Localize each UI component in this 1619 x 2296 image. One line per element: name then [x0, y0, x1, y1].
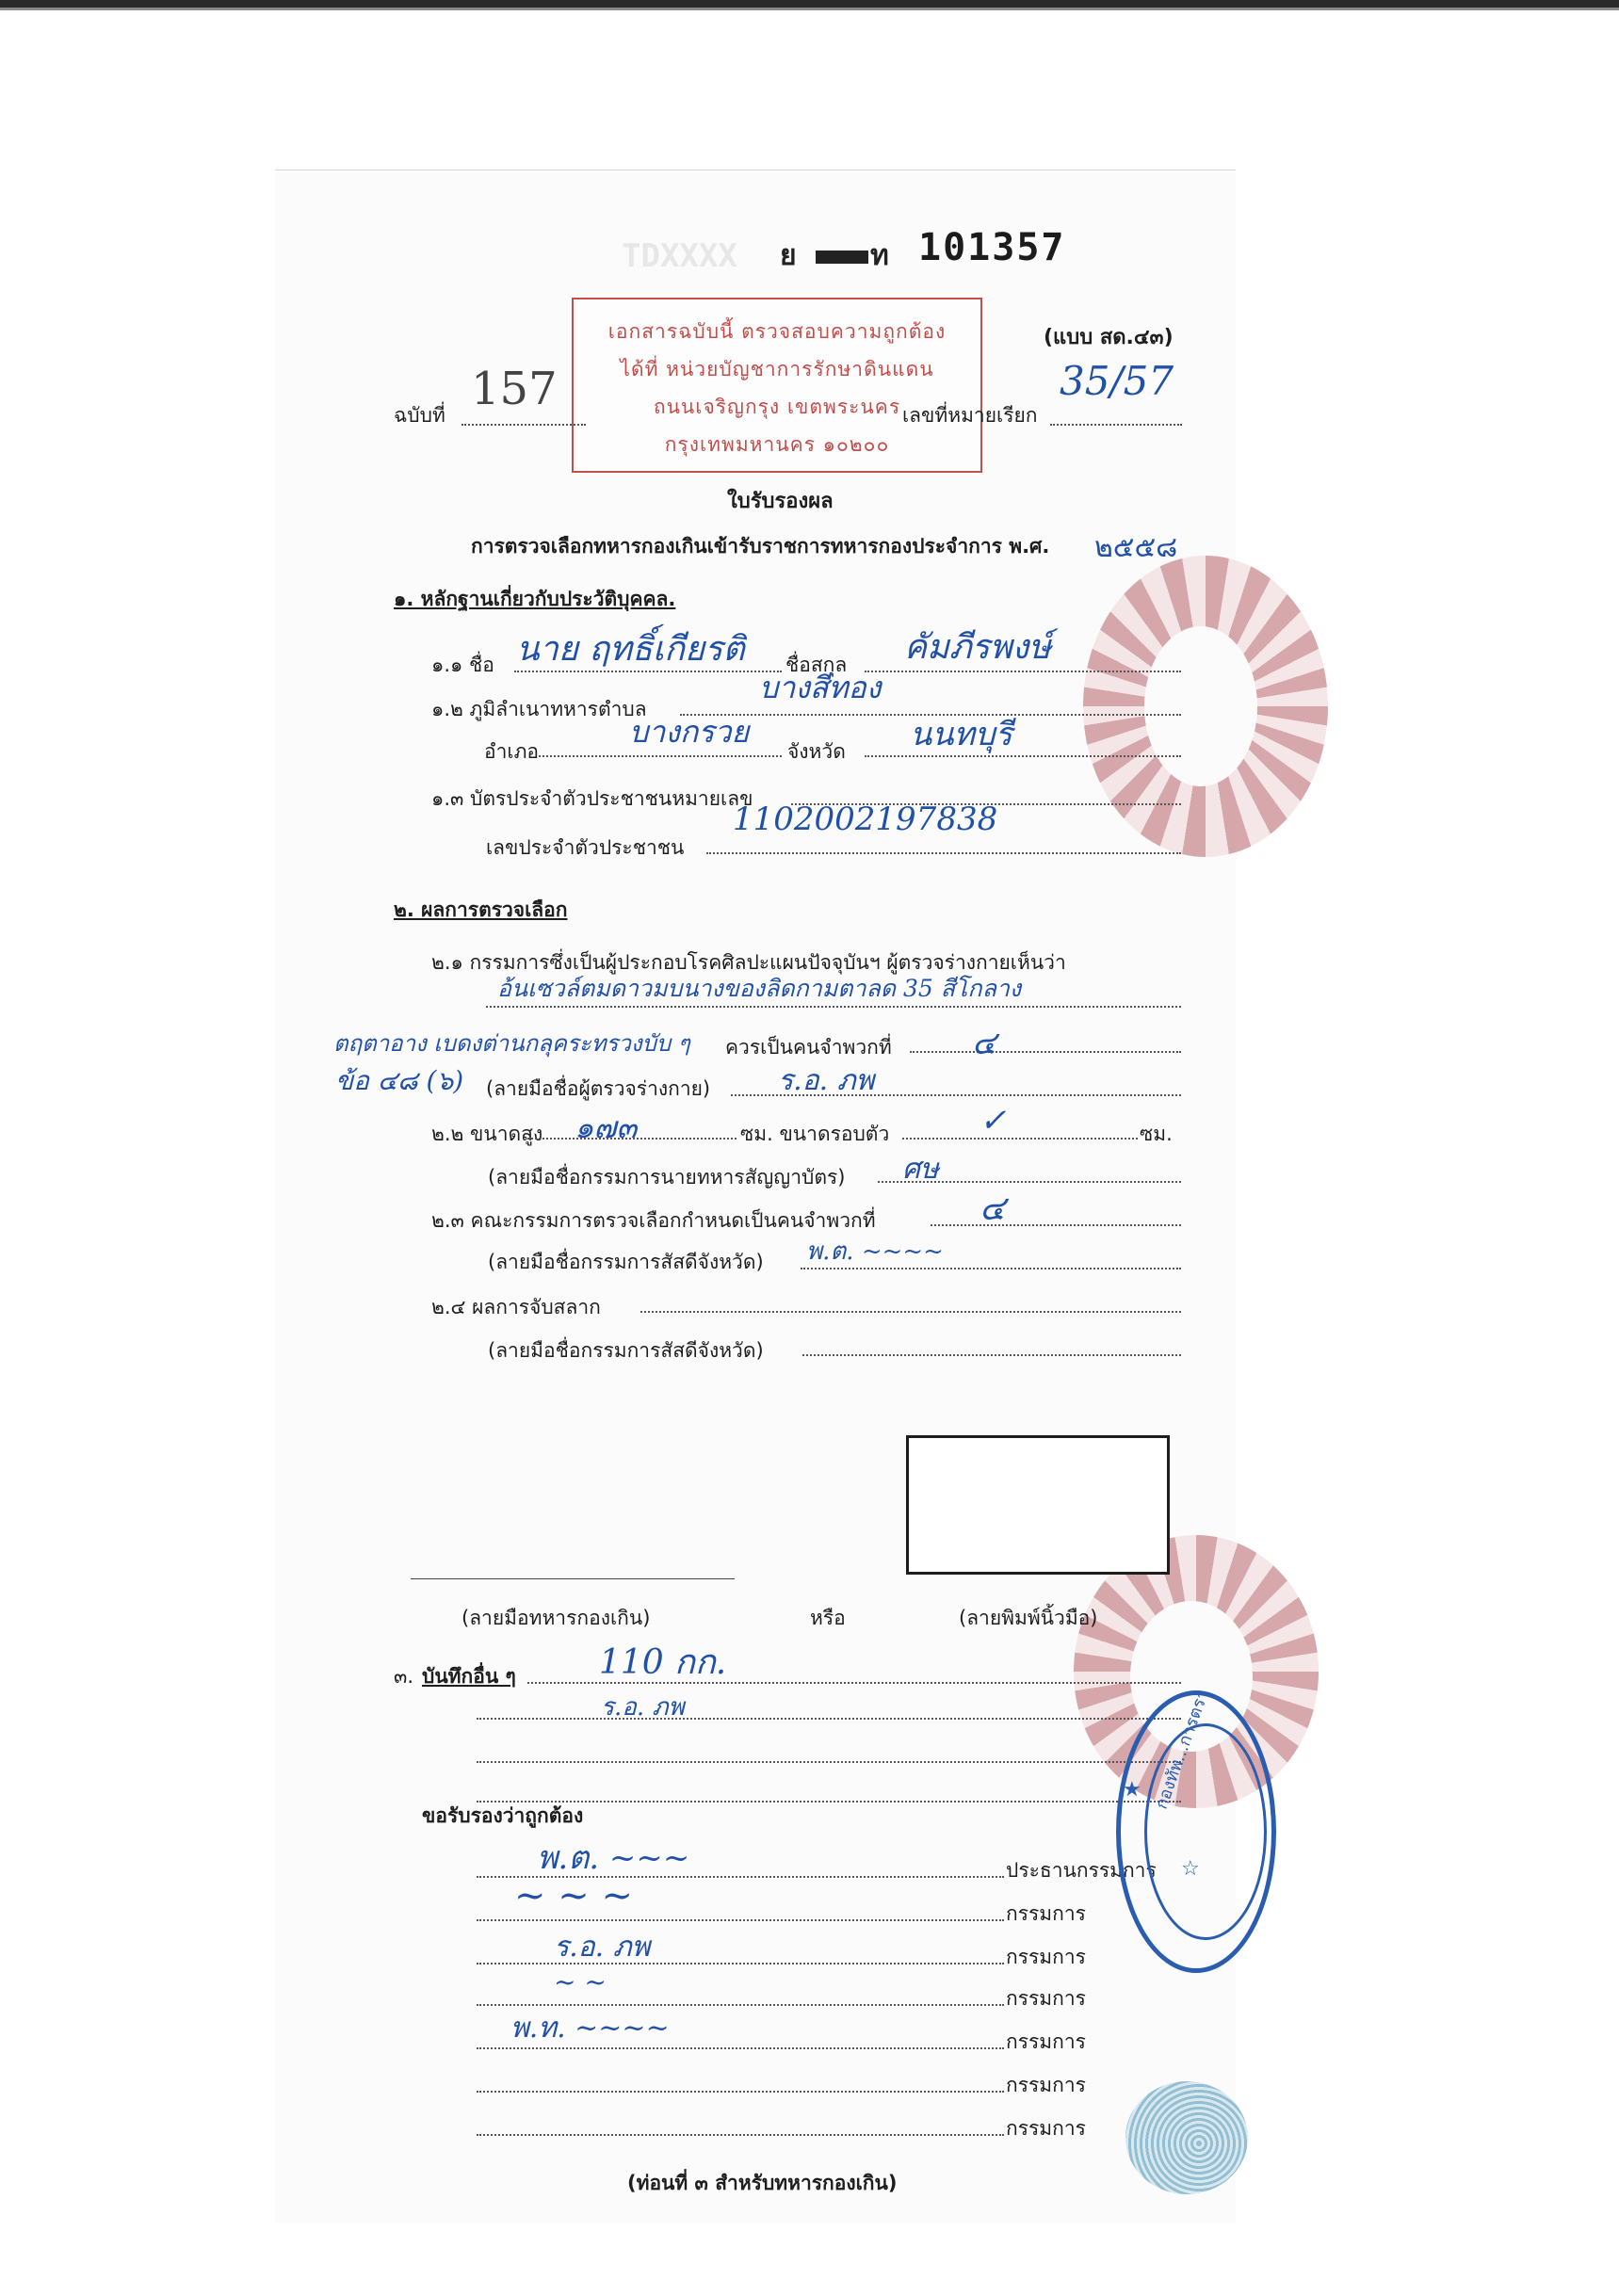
domicile-label: ๑.๒ ภูมิลำเนาทหารตำบล [431, 698, 647, 720]
clerk-label: (ลายมือชื่อกรรมการสัสดีจังหวัด) [488, 1251, 764, 1273]
document-subtitle: การตรวจเลือกทหารกองเกินเข้ารับราชการทหารกองประจำการ พ.ศ. [471, 535, 1050, 558]
idno-value: 1102002197838 [733, 800, 998, 838]
serial-redaction [816, 251, 868, 264]
serial-prefix: ย [780, 239, 799, 272]
member-label-2: กรรมการ [1006, 1946, 1086, 1968]
examiner-sign: ร.อ. ภพ [778, 1064, 875, 1097]
province-value: นนทบุรี [910, 716, 1012, 753]
copy-value: 157 [471, 363, 558, 415]
notes-dotline-3 [477, 1761, 1181, 1763]
serial-letter: ท [870, 239, 891, 272]
signature-4: ~ ~ [554, 1966, 607, 1997]
chest-dotline [902, 1138, 1138, 1140]
chair-label: ประธานกรรมการ [1006, 1859, 1157, 1882]
officer-sign: ศษ [902, 1153, 939, 1186]
section2-heading [394, 895, 567, 926]
member-dotline-6 [477, 2134, 1004, 2136]
star-icon: ★ [1123, 1778, 1141, 1802]
document-title: ใบรับรองผล [727, 490, 834, 513]
item21-hand-3: ข้อ ๔๘ (๖) [335, 1065, 464, 1096]
notes-dotline-2 [477, 1718, 1181, 1720]
stamp-line-3: ถนนเจริญกรุง เขตพระนคร [653, 396, 901, 418]
conscript-signature-line [411, 1578, 735, 1579]
ref-dotline [1050, 424, 1182, 426]
section3-number: ๓. [394, 1665, 414, 1688]
member-label-6: กรรมการ [1006, 2117, 1086, 2140]
signature-1: พ.ต. ~~~ [537, 1839, 690, 1877]
clerk-sign: พ.ต. ~~~~ [806, 1237, 944, 1266]
province-label: จังหวัด [787, 740, 846, 763]
or-label: หรือ [810, 1607, 846, 1629]
serial-ghost: TDXXXX [622, 237, 737, 275]
note-1: 110 กก. [599, 1643, 727, 1682]
chest-label: ซม. ขนาดรอบตัว [740, 1123, 890, 1145]
chest-sign: ✓ [979, 1102, 1007, 1140]
idcard-label: ๑.๓ บัตรประจำตัวประชาชนหมายเลข [431, 787, 753, 810]
watermark-seal-top-core [1144, 626, 1257, 786]
clerk-dotline-2 [802, 1354, 1181, 1356]
surname-value: คัมภีรพงษ์ [904, 628, 1051, 667]
member-label-4: กรรมการ [1006, 2030, 1086, 2053]
copy-dotline [461, 424, 586, 426]
class-dotline [910, 1051, 1181, 1053]
stamp-line-2: ได้ที่ หน่วยบัญชาการรักษาดินแดน [620, 358, 934, 380]
section3-heading: บันทึกอื่น ๆ [422, 1665, 516, 1688]
district-label: อำเภอ [484, 740, 540, 763]
officer-label: (ลายมือชื่อกรรมการนายทหารสัญญาบัตร) [488, 1166, 846, 1188]
class-label: ควรเป็นคนจำพวกที่ [725, 1036, 892, 1059]
name-label: ๑.๑ ชื่อ [431, 654, 494, 676]
certify-heading: ขอรับรองว่าถูกต้อง [422, 1804, 584, 1827]
year-value: ๒๕๕๘ [1094, 531, 1178, 564]
form-code: (แบบ สด.๔๓) [1044, 326, 1174, 349]
item23-label: ๒.๓ คณะกรรมการตรวจเลือกกำหนดเป็นคนจำพวกที่ [431, 1209, 876, 1232]
district-value: บางกรวย [629, 714, 750, 750]
thumbprint-label: (ลายพิมพ์นิ้วมือ) [959, 1607, 1098, 1629]
item24-dotline [640, 1311, 1181, 1313]
item21-hand-1: อ้นเซวล์ตมดาวมบนางของลิดกามตาลด 35 สีโกลาง [497, 975, 1022, 1002]
member-label-5: กรรมการ [1006, 2074, 1086, 2096]
idno-label: เลขประจำตัวประชาชน [486, 836, 685, 859]
item21-hand-2: ตฤตาอาง เบดงต่านกลุคระทรวงบับ ๆ [333, 1030, 690, 1057]
class-value: ๔ [972, 1025, 996, 1062]
subdistrict-value: บางสีทอง [759, 670, 882, 705]
official-round-stamp-inner [1144, 1723, 1267, 1940]
verification-stamp [572, 298, 982, 473]
member-dotline-5 [477, 2091, 1004, 2093]
serial-number: 101357 [918, 226, 1066, 269]
scan-top-edge [0, 0, 1619, 8]
copy-label: ฉบับที่ [394, 404, 445, 427]
item24-label: ๒.๔ ผลการจับสลาก [431, 1296, 601, 1318]
item23-value: ๔ [979, 1189, 1006, 1228]
member-dotline-1 [477, 1919, 1004, 1921]
section2-heading-text: ๒. ผลการตรวจเลือก [394, 898, 568, 921]
note-2: ร.อ. ภพ [601, 1693, 685, 1722]
signature-5: พ.ท. ~~~~ [510, 2012, 670, 2045]
section1-heading [394, 584, 675, 615]
member-label-1: กรรมการ [1006, 1902, 1086, 1925]
chest-cm-label: ซม. [1140, 1123, 1173, 1145]
height-value: ๑๗๓ [575, 1109, 638, 1145]
signature-3: ร.อ. ภพ [554, 1931, 651, 1964]
member-label-3: กรรมการ [1006, 1987, 1086, 2010]
document-sheet [275, 170, 1236, 2223]
item22-label: ๒.๒ ขนาดสูง [431, 1123, 543, 1145]
footer-text: (ท่อนที่ ๓ สำหรับทหารกองเกิน) [627, 2172, 898, 2194]
thumbprint-box [906, 1435, 1170, 1575]
scan-top-edge-shadow [0, 8, 1619, 10]
signature-2: ~ ~ ~ [514, 1874, 633, 1917]
surname-label: ชื่อสกุล [785, 654, 848, 676]
conscript-label: (ลายมือทหารกองเกิน) [461, 1607, 651, 1629]
item23-dotline [931, 1224, 1181, 1226]
round-stamp-text: กองทัพ...การตรา [1151, 1687, 1214, 1812]
item21-label: ๒.๑ กรรมการซึ่งเป็นผู้ประกอบโรคศิลปะแผนปัจจุบันฯ ผู้ตรวจร่างกายเห็นว่า [431, 951, 1066, 974]
stamp-line-4: กรุงเทพมหานคร ๑๐๒๐๐ [664, 433, 890, 456]
stamp-line-1: เอกสารฉบับนี้ ตรวจสอบความถูกต้อง [607, 320, 947, 343]
idno-dotline [706, 852, 1181, 854]
ref-value: 35/57 [1060, 358, 1174, 404]
fingerprint-smudge [1125, 2081, 1248, 2194]
ref-label: เลขที่หมายเรียก [902, 404, 1038, 427]
clerk-label-2: (ลายมือชื่อกรรมการสัสดีจังหวัด) [488, 1339, 764, 1362]
star-icon: ☆ [1181, 1857, 1200, 1881]
examiner-label: (ลายมือชื่อผู้ตรวจร่างกาย) [486, 1077, 711, 1100]
name-value: นาย ฤทธิ์เกียรติ [516, 630, 745, 669]
section1-heading-text: ๑. หลักฐานเกี่ยวกับประวัติบุคคล. [394, 588, 676, 610]
